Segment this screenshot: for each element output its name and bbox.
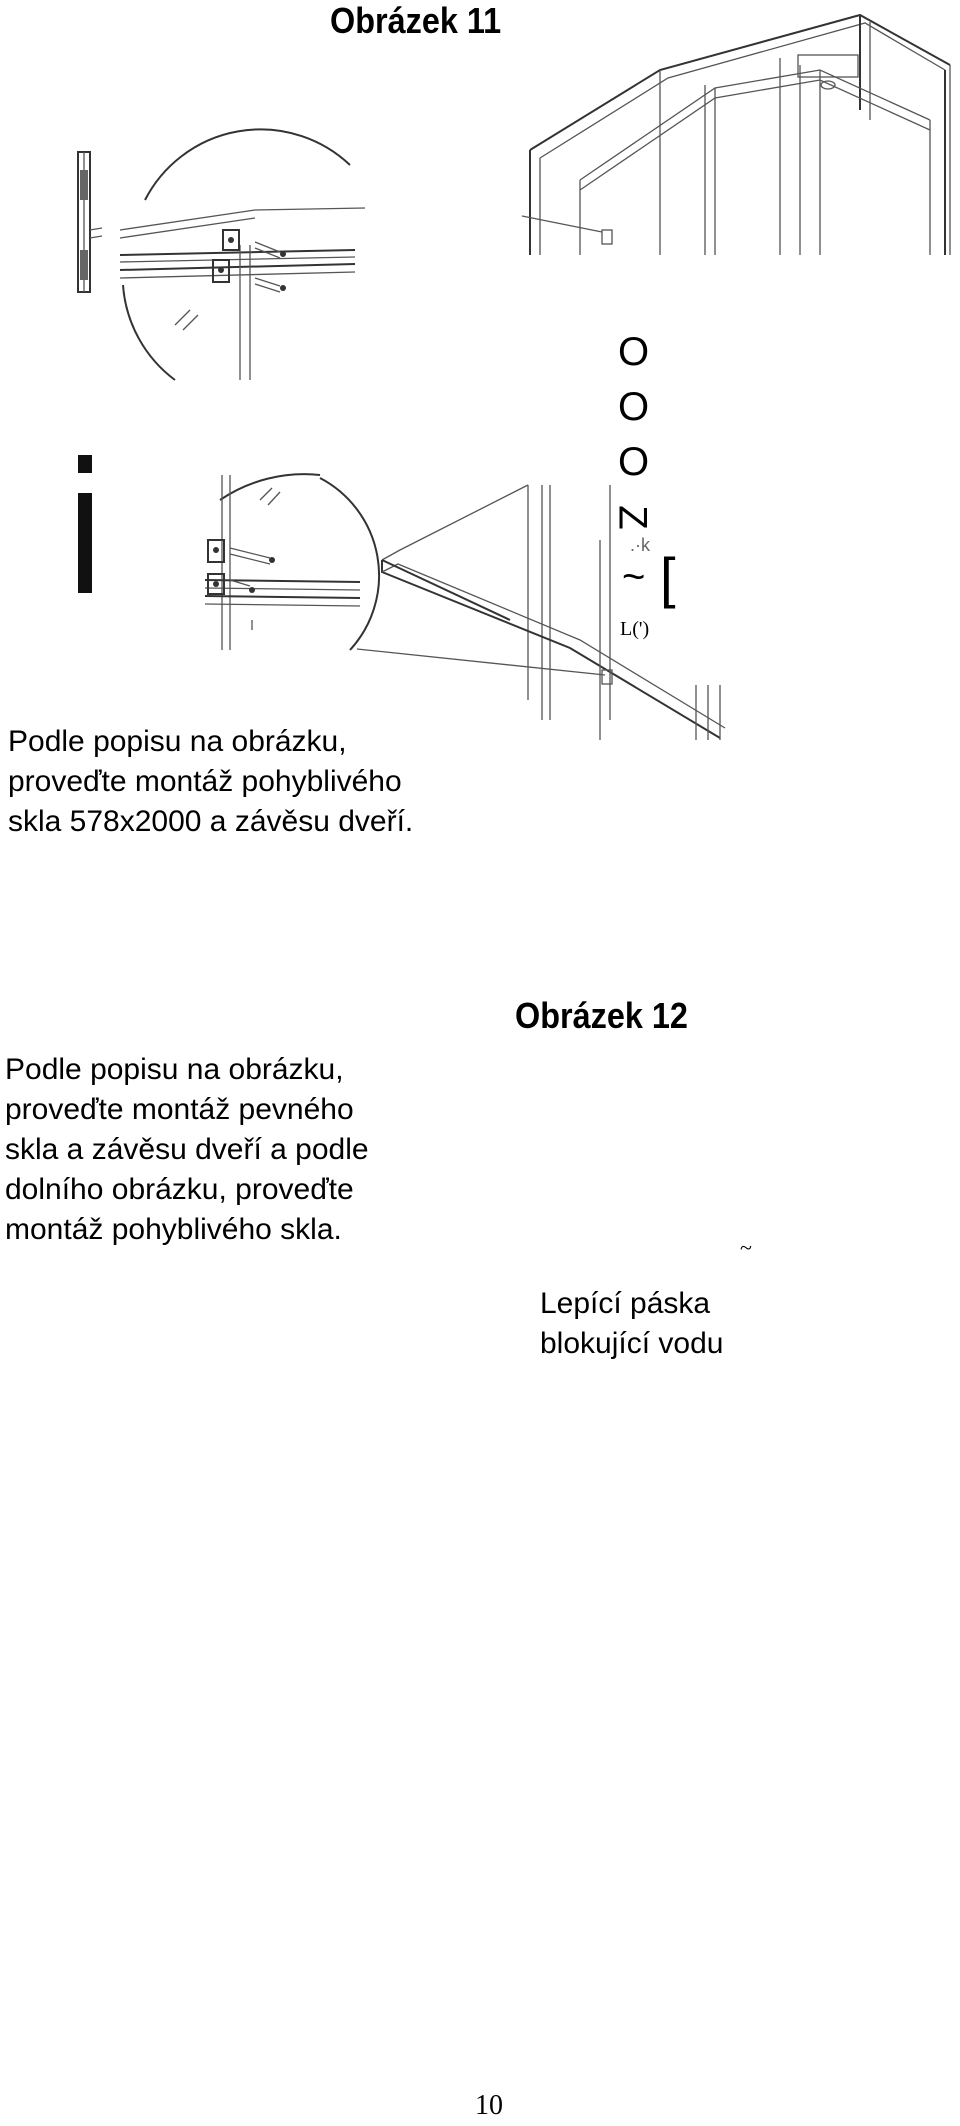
rotated-mark-3: O [618, 440, 650, 484]
rotated-mark-2: O [618, 385, 650, 429]
figure-12-instruction [5, 1050, 369, 1250]
tilde-mark: ~ [740, 1235, 752, 1260]
leader-line-bottom [355, 645, 615, 685]
instruction-line: Podle popisu na obrázku, [8, 725, 347, 758]
rotated-mark-6: [ [660, 546, 676, 609]
marker-block-tall [78, 493, 92, 593]
instruction-line: skla 578x2000 a závěsu dveří. [8, 805, 414, 838]
instruction-line: montáž pohyblivého skla. [5, 1213, 342, 1246]
instruction-line: Podle popisu na obrázku, [5, 1053, 344, 1086]
hinge-detail-top-drawing [115, 150, 375, 385]
instruction-line: dolního obrázku, proveďte [5, 1173, 354, 1206]
tape-label [540, 1284, 723, 1364]
instruction-line: proveďte montáž pevného [5, 1093, 354, 1126]
tape-label-line: Lepící páska [540, 1287, 711, 1320]
figure-11-title: Obrázek 11 [330, 0, 502, 41]
hinge-detail-bottom-drawing [200, 470, 380, 660]
rotated-mark-4: Z [610, 505, 655, 530]
figure-12-title: Obrázek 12 [515, 995, 688, 1036]
shower-base-perspective-drawing [370, 480, 730, 740]
leader-line-top [520, 210, 620, 240]
instruction-line: skla a závěsu dveří a podle [5, 1133, 369, 1166]
rotated-mark-1: O [618, 330, 650, 374]
instruction-line: proveďte montáž pohyblivého [8, 765, 402, 798]
page-number: 10 [475, 2090, 503, 2121]
small-asterisk-mark: .·k [630, 535, 650, 555]
figure-11-instruction [8, 722, 413, 842]
tape-label-line: blokující vodu [540, 1327, 724, 1360]
marker-block-small [78, 455, 92, 473]
rotated-mark-5: ~ [622, 555, 646, 599]
profile-strip-drawing [70, 150, 110, 300]
rotated-mark-7: L(') [620, 618, 650, 640]
